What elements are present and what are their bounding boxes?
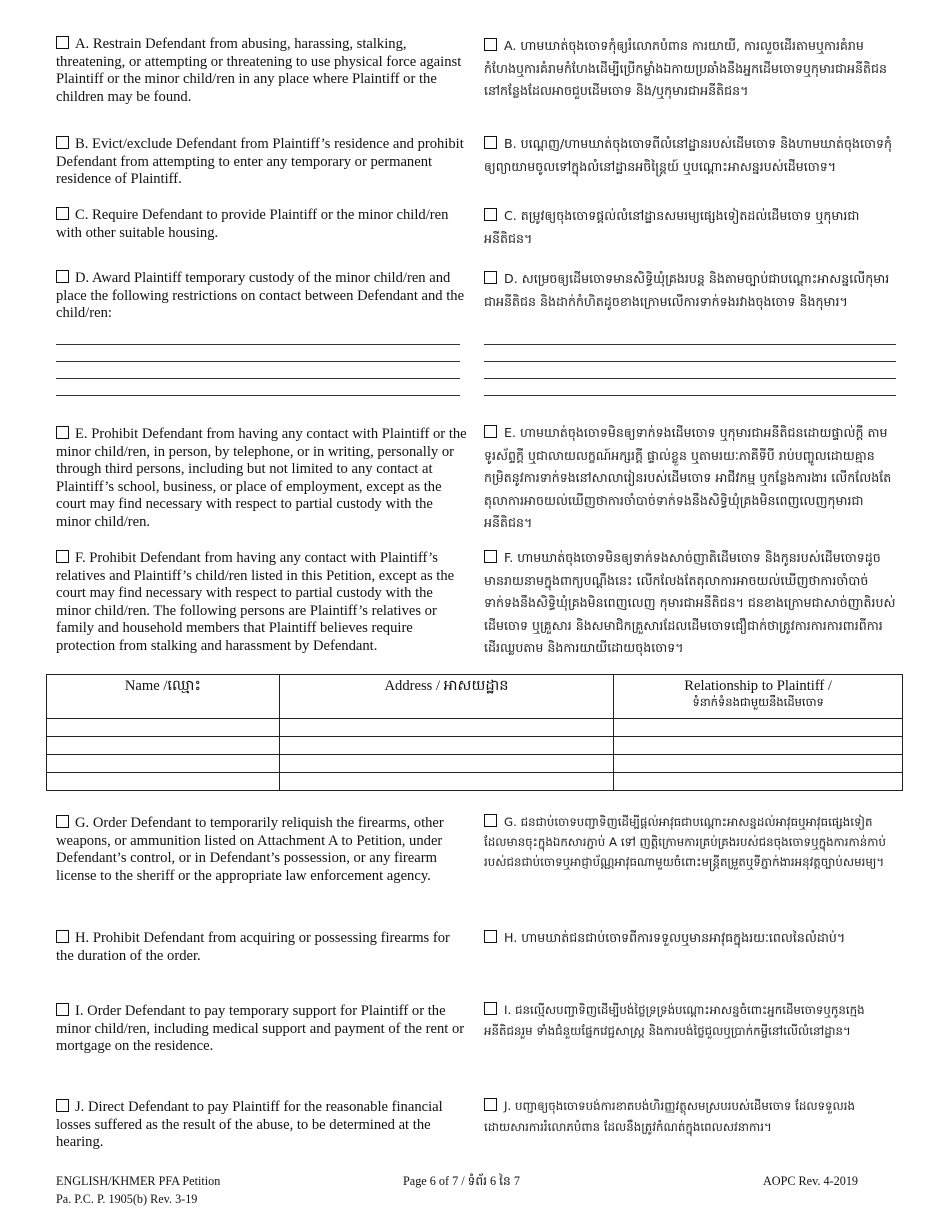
section-c-km-checkbox[interactable] (484, 208, 497, 221)
table-cell[interactable] (47, 737, 280, 755)
section-e-km-checkbox[interactable] (484, 425, 497, 438)
section-g-checkbox[interactable] (56, 815, 69, 828)
section-e-km: E. ហាមឃាត់ចុងចោទមិនឲ្យទាក់ទងដើមចោទ ឬកុមារជាអនីតិជនដោយផ្ទាល់ក្តី តាមទូរស័ព្ទក្តី ឬជាលាយលក្ខណ៍អក្សរក្តី ផ្ទាល់ខ្លួន ឬតាមរយៈភាគីទីបី រាប់បញ្ចូលដោយគ្មានកម្រិតនូវការទាក់ទងនៅសាលារៀនរបស់ដើមចោទ អាជីវកម្ម ឬកន្លែងការងារ លើកលែងតែតុលាការអាចយល់ឃើញថាការចាំបាច់ទាក់ទងនឹងសិទ្ធិឃុំគ្រងមិនពេញលេញកុមារជាអនីតិជន។ (484, 425, 892, 530)
table-header-row (47, 675, 903, 719)
footer-page-number: Page 6 of 7 / ទំព័រ 6 នៃ 7 (403, 1174, 520, 1188)
table-cell[interactable] (614, 755, 903, 773)
section-d-en: D. Award Plaintiff temporary custody of the minor child/ren and place the following restrictions on contact between Defendant and the child/ren: (56, 270, 465, 322)
section-d-restrictions-lines[interactable] (56, 328, 460, 396)
section-h-km: H. ហាមឃាត់ជនជាប់ចោទពីការទទួលឬមានអាវុធក្នុងរយៈពេលនៃលំដាប់។ (484, 927, 896, 950)
section-b-km: B. បណ្តេញ/ហាមឃាត់ចុងចោទពីលំនៅដ្ឋានរបស់ដើមចោទ និងហាមឃាត់ចុងចោទកុំឲ្យព្យាយាមចូលទៅក្នុងលំនៅដ្ឋានអចិន្ត្រៃយ៍ ឬបណ្តោះអាសន្នរបស់ដើមចោទ។ (484, 136, 893, 174)
relatives-table (46, 674, 903, 791)
section-f-km-checkbox[interactable] (484, 550, 497, 563)
table-row (47, 773, 903, 791)
table-cell[interactable] (279, 755, 614, 773)
blank-line[interactable] (484, 345, 896, 362)
table-cell[interactable] (279, 719, 614, 737)
section-f-km: F. ហាមឃាត់ចុងចោទមិនឲ្យទាក់ទងសាច់ញាតិដើមចោទ និងកូនរបស់ដើមចោទដូចមានរាយនាមក្នុងពាក្យបណ្តឹងនេះ លើកលែងតែតុលាការអាចយល់ឃើញថាការចាំបាច់ទាក់ទងនឹងសិទ្ធិឃុំគ្រងមិនពេញលេញ កុមារជាអនីតិជន។ ជនខាងក្រោមជាសាច់ញាតិរបស់ដើមចោទ ឬគ្រួសារ និងសមាជិកគ្រួសារដែលដើមចោទជឿជាក់ថាត្រូវការការការពារពីការដើរឈ្លបតាម និងការយាយីដោយចុងចោទ។ (484, 550, 896, 655)
section-d-km-restrictions-lines[interactable] (484, 328, 896, 396)
section-j-en: J. Direct Defendant to pay Plaintiff for the reasonable financial losses suffered as the result of the abuse, to be determined at the hearing. (56, 1099, 443, 1151)
section-i-checkbox[interactable] (56, 1003, 69, 1016)
blank-line[interactable] (56, 328, 460, 345)
section-a-km-checkbox[interactable] (484, 38, 497, 51)
footer-revision: AOPC Rev. 4-2019 (763, 1174, 859, 1188)
section-a-checkbox[interactable] (56, 36, 69, 49)
section-j-checkbox[interactable] (56, 1099, 69, 1112)
table-row (47, 737, 903, 755)
table-row (47, 755, 903, 773)
section-i-en: I. Order Defendant to pay temporary support for Plaintiff or the minor child/ren, including medical support and payment of the rent or mortgage on the residence. (56, 1003, 465, 1055)
blank-line[interactable] (484, 362, 896, 379)
section-c-checkbox[interactable] (56, 207, 69, 220)
section-a-en: A. Restrain Defendant from abusing, harassing, stalking, threatening, or attempting or threatening to use physical force against Plaintiff or the minor child/ren in any place where Plaintiff or the children may be found. (56, 36, 462, 105)
section-g-en: G. Order Defendant to temporarily reliquish the firearms, other weapons, or ammunition listed on Attachment A to Petition, under Defendant’s control, or in Defendant’s possession, or any firearm license to the sheriff or the appropriate law enforcement agency. (56, 815, 444, 884)
col-header-name: Name /ឈ្មោះ (47, 675, 280, 719)
section-c-km: C. តម្រូវឲ្យចុងចោទផ្តល់លំនៅដ្ឋានសមរម្យផ្សេងទៀតដល់ដើមចោទ ឬកុមារជាអនីតិជន។ (484, 208, 860, 246)
table-cell[interactable] (614, 737, 903, 755)
blank-line[interactable] (484, 328, 896, 345)
section-j-km: J. បញ្ជាឲ្យចុងចោទបង់ការខាតបង់ហិរញ្ញវត្ថុសមស្របរបស់ដើមចោទ ដែលទទួលរងដោយសារការរំលោភបំពាន ដែលនឹងត្រូវកំណត់ក្នុងពេលសវនាការ។ (484, 1099, 856, 1134)
blank-line[interactable] (56, 379, 460, 396)
table-cell[interactable] (279, 737, 614, 755)
section-h-checkbox[interactable] (56, 930, 69, 943)
section-g-km-checkbox[interactable] (484, 814, 497, 827)
table-cell[interactable] (47, 773, 280, 791)
section-b-checkbox[interactable] (56, 136, 69, 149)
section-j-km-checkbox[interactable] (484, 1098, 497, 1111)
footer-form-name: ENGLISH/KHMER PFA Petition (56, 1174, 221, 1188)
section-e-checkbox[interactable] (56, 426, 69, 439)
section-i-km: I. ជនល្មើសបញ្ជាទិញដើម្បីបង់ថ្លៃទ្រទ្រង់បណ្តោះអាសន្នចំពោះអ្នកដើមចោទឬកូនក្មេង អនីតិជនរួម ទាំងជំនួយផ្នែកវេជ្ជសាស្ត្រ និងការបង់ថ្លៃជួលឬប្រាក់កម្ចីនៅលើលំនៅដ្ឋាន។ (484, 1003, 865, 1038)
blank-line[interactable] (56, 345, 460, 362)
table-cell[interactable] (47, 755, 280, 773)
table-row (47, 719, 903, 737)
section-c-en: C. Require Defendant to provide Plaintiff or the minor child/ren with other suitable housing. (56, 207, 449, 241)
section-a-km: A. ហាមឃាត់ចុងចោទកុំឲ្យរំលោភបំពាន ការយាយី, ការលួចដើរតាមឬការគំរាមកំហែងឬការគំរាមកំហែងដើម្បីប្រើកម្លាំងឯកាយប្រឆាំងនឹងអ្នកដើមចោទឬកុមារជាអនីតិជន នៅកន្លែងដែលអាចជួបដើមចោទ និង/ឬកុមារជាអនីតិជន។ (484, 38, 887, 98)
section-d-checkbox[interactable] (56, 270, 69, 283)
section-d-km: D. សម្រេចឲ្យដើមចោទមានសិទ្ធិឃុំគ្រងរបន្ត និងតាមច្បាប់ជាបណ្តោះអាសន្នលើកុមារជាអនីតិជន និងដាក់កំហិតដូចខាងក្រោមលើការទាក់ទងរវាងចុងចោទ និងកុមារ។ (484, 271, 890, 309)
section-b-en: B. Evict/exclude Defendant from Plaintiff’s residence and prohibit Defendant from attempting to enter any temporary or permanent residence of Plaintiff. (56, 136, 464, 188)
blank-line[interactable] (484, 379, 896, 396)
footer-rule: Pa. P.C. P. 1905(b) Rev. 3-19 (56, 1192, 198, 1206)
section-g-km: G. ជនជាប់ចោទបញ្ជាទិញដើម្បីផ្តល់អាវុធជាបណ្តោះអាសន្នដល់អាវុធឬអាវុធផ្សេងទៀត ដែលមានចុះក្នុងឯកសារភ្ជាប់ A ទៅ ញត្តិក្រោមការគ្រប់គ្រងរបស់ជនចុងចោទឬក្នុងការកាន់កាប់របស់ជនជាប់ចោទឬអាជ្ញាប័ណ្ណអាវុធណាមួយចំពោះមន្ត្រីតម្រួតឬទីភ្នាក់ងារអនុវត្តច្បាប់សមរម្យ។ (484, 815, 886, 869)
section-h-en: H. Prohibit Defendant from acquiring or possessing firearms for the duration of the order. (56, 930, 450, 964)
col-header-address: Address / អាសយដ្ឋាន (279, 675, 614, 719)
section-f-en: F. Prohibit Defendant from having any contact with Plaintiff’s relatives and Plaintiff’s child/ren listed in this Petition, except as the court may find necessary with respect to partial custody with the minor child/ren. The following persons are Plaintiff’s relatives or family and household members that Plaintiff believes require protection from stalking and harassment by Defendant. (56, 550, 455, 654)
col-header-relationship: Relationship to Plaintiff / ទំនាក់ទំនងជាមួយនឹងដើមចោទ (614, 675, 903, 719)
section-f-checkbox[interactable] (56, 550, 69, 563)
table-cell[interactable] (47, 719, 280, 737)
table-cell[interactable] (614, 719, 903, 737)
section-d-km-checkbox[interactable] (484, 271, 497, 284)
section-i-km-checkbox[interactable] (484, 1002, 497, 1015)
blank-line[interactable] (56, 362, 460, 379)
section-h-km-checkbox[interactable] (484, 930, 497, 943)
table-cell[interactable] (279, 773, 614, 791)
section-e-en: E. Prohibit Defendant from having any contact with Plaintiff or the minor child/ren, in person, by telephone, or in writing, personally or through third persons, including but not limited to any contact at Plaintiff’s school, business, or place of employment, except as the court may find necessary with respect to partial custody with the minor child/ren. (56, 426, 467, 530)
table-cell[interactable] (614, 773, 903, 791)
section-b-km-checkbox[interactable] (484, 136, 497, 149)
